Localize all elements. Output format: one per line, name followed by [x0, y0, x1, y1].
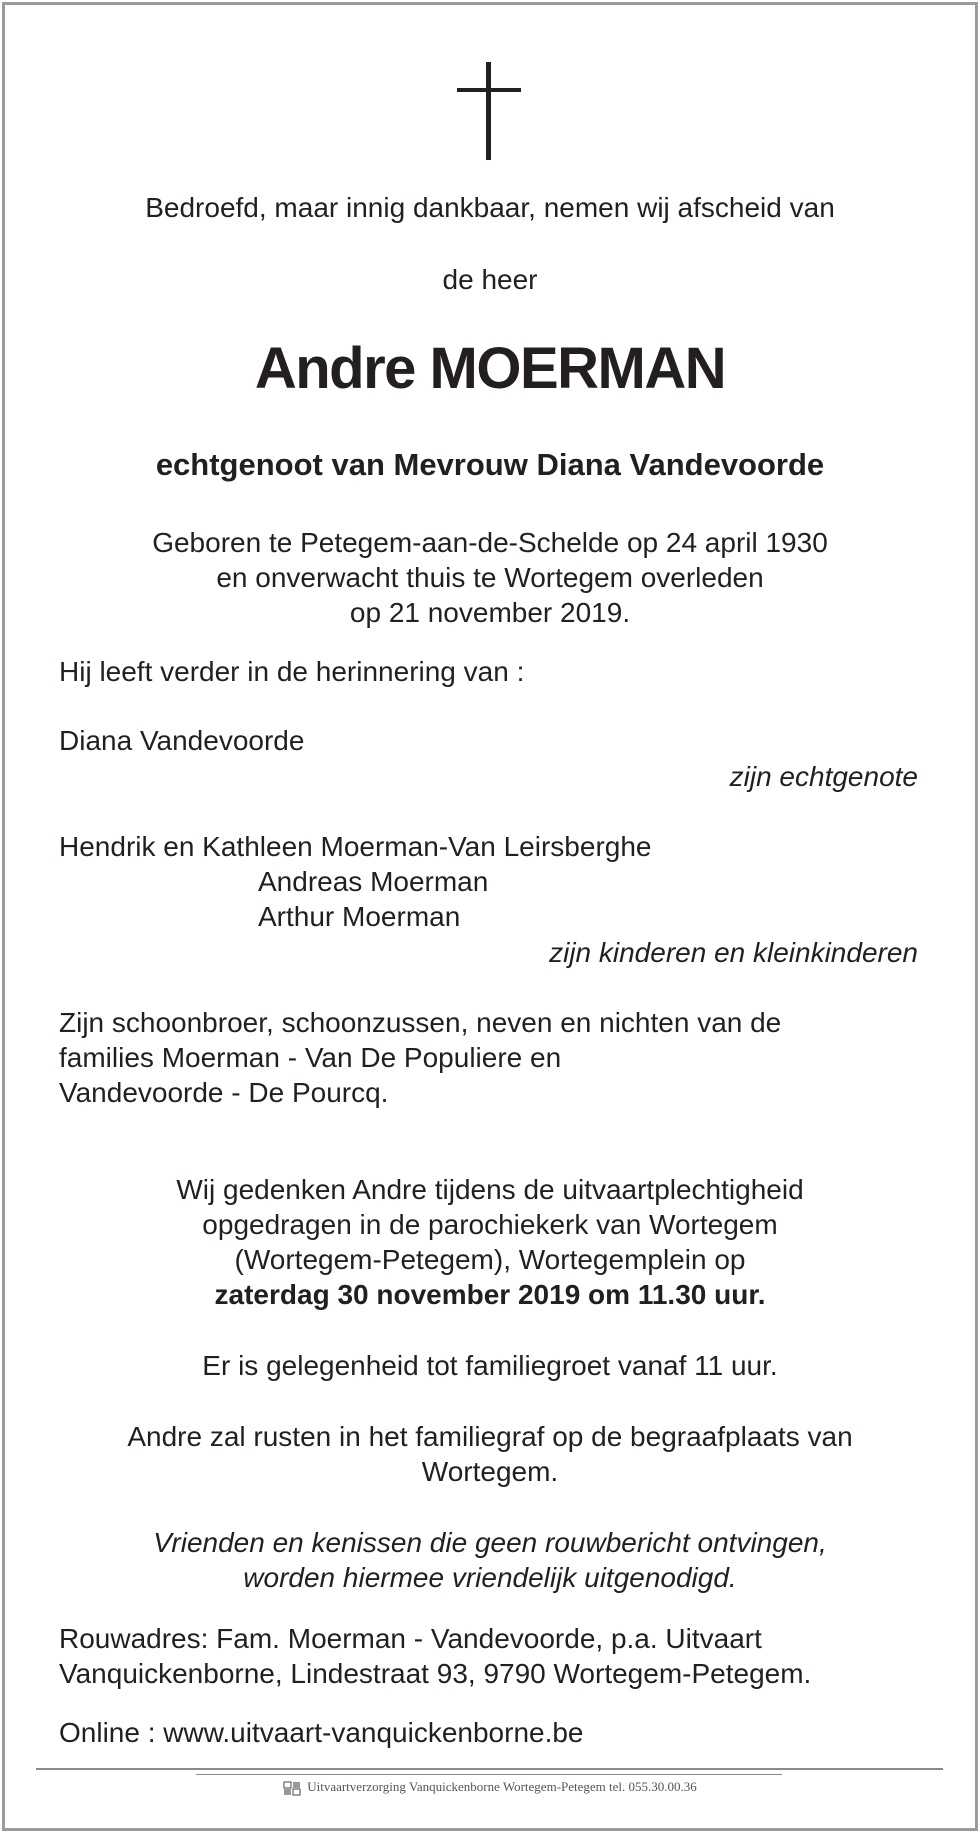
title-prefix: de heer — [442, 264, 538, 295]
greeting-text: Er is gelegenheid tot familiegroet vanaf 11 uur. — [202, 1350, 778, 1381]
spouse-name: Diana Vandevoorde — [59, 725, 305, 756]
online-link[interactable]: Online : www.uitvaart-vanquickenborne.be — [59, 1717, 584, 1748]
intro-text: Bedroefd, maar innig dankbaar, nemen wij afscheid van — [145, 192, 835, 223]
burial-line-2: Wortegem. — [421, 1456, 559, 1487]
family-line-1: Zijn schoonbroer, schoonzussen, neven en nichten van de — [59, 1007, 782, 1038]
ceremony-line-2: opgedragen in de parochiekerk van Wortegem — [202, 1209, 778, 1240]
deceased-name: Andre MOERMAN — [254, 336, 726, 401]
address-line-1: Rouwadres: Fam. Moerman - Vandevoorde, p.a. Uitvaart — [59, 1623, 762, 1654]
burial-line-1: Andre zal rusten in het familiegraf op de begraafplaats van — [127, 1421, 853, 1452]
address-line-2: Vanquickenborne, Lindestraat 93, 9790 Wortegem-Petegem. — [59, 1658, 812, 1689]
children-names: Hendrik en Kathleen Moerman-Van Leirsberghe — [59, 831, 652, 862]
grandchild-1: Andreas Moerman — [258, 866, 489, 897]
survivors-intro: Hij leeft verder in de herinnering van : — [59, 656, 525, 687]
children-role: zijn kinderen en kleinkinderen — [549, 937, 918, 968]
grandchild-2: Arthur Moerman — [258, 901, 461, 932]
spouse-line: echtgenoot van Mevrouw Diana Vandevoorde — [155, 447, 825, 482]
ceremony-line-3: (Wortegem-Petegem), Wortegemplein op — [234, 1244, 746, 1275]
ceremony-date-time: zaterdag 30 november 2019 om 11.30 uur. — [214, 1279, 766, 1310]
invite-line-1: Vrienden en kenissen die geen rouwbericht ontvingen, — [153, 1527, 827, 1558]
death-date: op 21 november 2019. — [349, 597, 631, 628]
spouse-role: zijn echtgenote — [729, 761, 918, 792]
footer-divider-thin — [196, 1774, 782, 1775]
family-line-3: Vandevoorde - De Pourcq. — [59, 1077, 389, 1108]
birth-line: Geboren te Petegem-aan-de-Schelde op 24 april 1930 — [152, 527, 828, 558]
footer-text: Uitvaartverzorging Vanquickenborne Wortegem-Petegem tel. 055.30.00.36 — [307, 1779, 697, 1794]
invite-line-2: worden hiermee vriendelijk uitgenodigd. — [243, 1562, 737, 1593]
footer — [0, 1779, 980, 1796]
family-line-2: families Moerman - Van De Populiere en — [59, 1042, 562, 1073]
death-line: en onverwacht thuis te Wortegem overleden — [216, 562, 764, 593]
ceremony-line-1: Wij gedenken Andre tijdens de uitvaartplechtigheid — [176, 1174, 804, 1205]
footer-divider — [36, 1768, 943, 1770]
funeral-home-logo-icon — [283, 1780, 301, 1796]
cross-icon — [457, 62, 521, 160]
